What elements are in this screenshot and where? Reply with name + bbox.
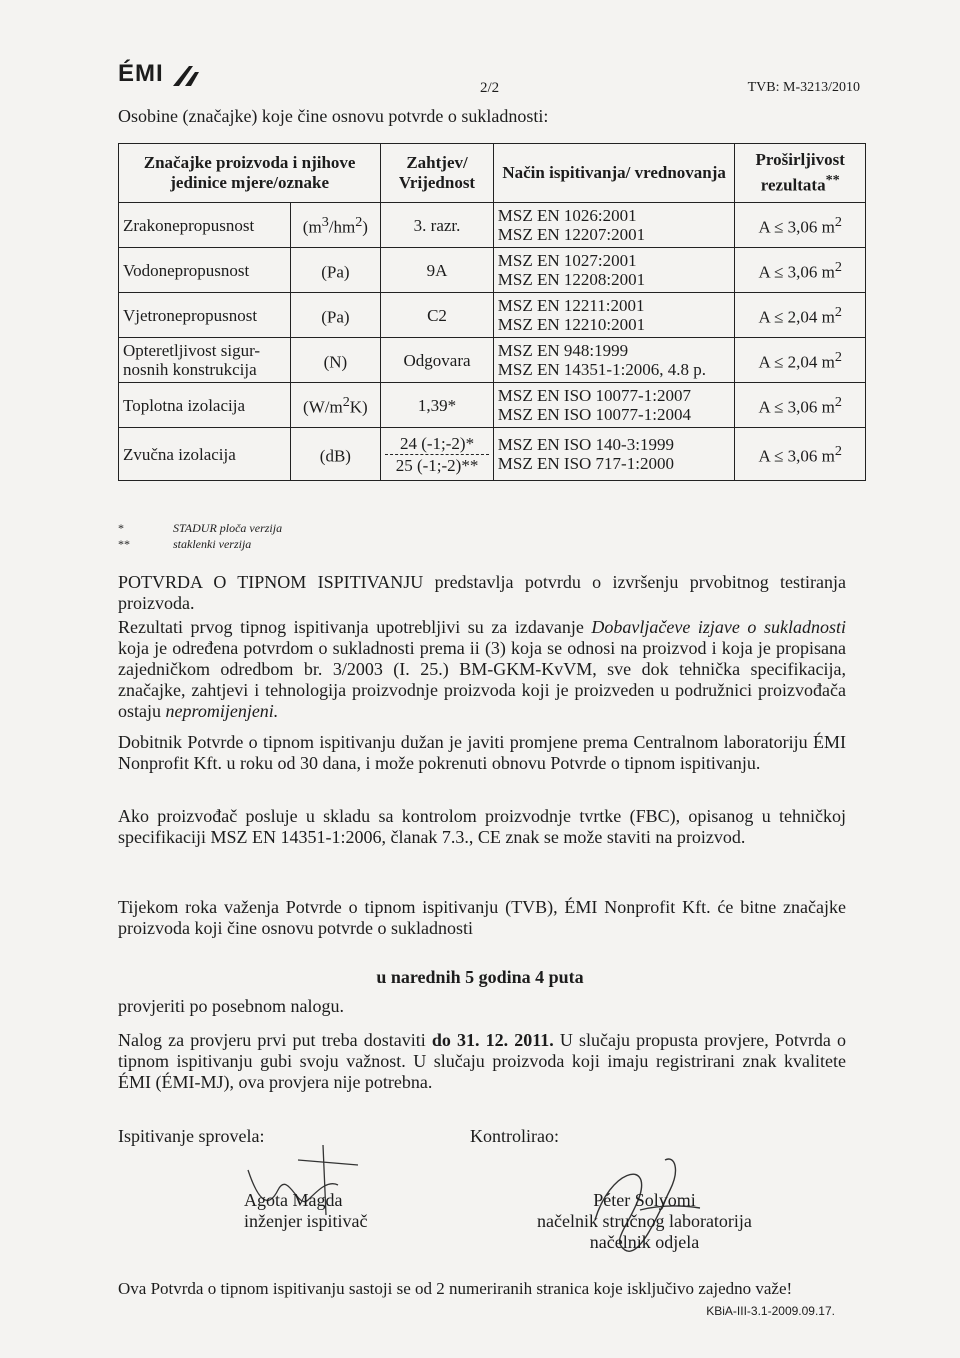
property-value: 1,39* — [381, 383, 494, 428]
controller-title-2: načelnik odjela — [589, 1232, 700, 1252]
header-extension: Proširljivost rezultata** — [735, 144, 866, 203]
property-value: 3. razr. — [381, 203, 494, 248]
footnote-2: ** staklenki verzija — [118, 537, 252, 551]
property-unit: (Pa) — [290, 293, 381, 338]
intro-text: Osobine (značajke) koje čine osnovu potvrde o sukladnosti: — [118, 106, 549, 126]
table-row — [119, 338, 866, 383]
controller-name: Péter Solyomi — [593, 1190, 696, 1210]
property-standards: MSZ EN 948:1999 MSZ EN 14351-1:2006, 4.8 p. — [493, 338, 735, 383]
property-standards: MSZ EN ISO 140-3:1999 MSZ EN ISO 717-1:2000 — [493, 428, 735, 481]
property-unit: (Pa) — [290, 248, 381, 293]
property-extension: A ≤ 2,04 $m^2$ — [735, 293, 866, 338]
checked-by-label: Kontrolirao: — [470, 1126, 559, 1146]
table-row — [119, 293, 866, 338]
footnote-1: * STADUR ploča verzija — [118, 521, 283, 535]
tester-name: Agota Magda — [244, 1190, 343, 1210]
properties-table — [118, 143, 866, 481]
property-extension: A ≤ 3,06 $m^2$ — [735, 428, 866, 481]
paragraph-4: Ako proizvođač posluje u skladu sa kontrolom proizvodnje tvrtke (FBC), opisanog u tehničkoj specifikaciji MSZ EN 14351-1:2006, članak 7.3., CE znak se može staviti na proizvod. — [118, 806, 846, 847]
controller-block — [537, 1190, 752, 1253]
paragraph-2: Rezultati prvog tipnog ispitivanja upotrebljivi su za izdavanje Dobavljačeve izjave o sukladnosti koja je određena potvrdom o sukladnosti prema ii (3) koja se odnosi na proizvod i koja je propisana zajedničkom odredbom br. 3/2003 (I. 25.) BM-GKM-KvVM, sve dok tehnička specifikacija, značajke, zahtjevi i tehnologija proizvodnje proizvoda koji je proizveden u podružnici proizvođača ostaju nepromijenjeni. — [118, 617, 846, 721]
property-extension: A ≤ 2,04 $m^2$ — [735, 338, 866, 383]
paragraph-5: Tijekom roka važenja Potvrde o tipnom ispitivanju (TVB), ÉMI Nonprofit Kft. će bitne značajke proizvoda koji čine osnovu potvrde o sukladnosti — [118, 897, 846, 938]
property-unit: (dB) — [290, 428, 381, 481]
property-name: Vjetronepropusnost — [119, 293, 291, 338]
header-requirement: Zahtjev/ Vrijednost — [381, 144, 494, 203]
header-properties: Značajke proizvoda i njihove jedinice mjere/oznake — [119, 144, 381, 203]
logo-mark-icon — [171, 62, 201, 88]
property-value: 24 (-1;-2)* 25 (-1;-2)** — [381, 428, 494, 481]
table-header-row — [119, 144, 866, 203]
paragraph-3: Dobitnik Potvrde o tipnom ispitivanju dužan je javiti promjene prema Centralnom laboratoriju ÉMI Nonprofit Kft. u roku od 30 dana, i može pokrenuti obnovu Potvrde o tipnom ispitivanju. — [118, 732, 846, 773]
property-standards: MSZ EN 12211:2001 MSZ EN 12210:2001 — [493, 293, 735, 338]
tested-by-label: Ispitivanje sprovela: — [118, 1126, 265, 1146]
property-name: Vodonepropusnost — [119, 248, 291, 293]
property-unit: (N) — [290, 338, 381, 383]
footer-text: Ova Potvrda o tipnom ispitivanju sastoji se od 2 numeriranih stranica koje isključivo zajedno važe! — [118, 1279, 793, 1298]
header-method: Način ispitivanja/ vrednovanja — [493, 144, 735, 203]
property-unit: $(m^3/hm^2)$ — [290, 203, 381, 248]
paragraph-1: POTVRDA O TIPNOM ISPITIVANJU predstavlja potvrdu o izvršenju prvobitnog testiranja proizvoda. — [118, 572, 846, 613]
logo-text: ÉMI — [118, 60, 164, 87]
property-standards: MSZ EN ISO 10077-1:2007 MSZ EN ISO 10077-1:2004 — [493, 383, 735, 428]
table-row — [119, 383, 866, 428]
property-value: C2 — [381, 293, 494, 338]
paragraph-5-end: provjeriti po posebnom nalogu. — [118, 996, 344, 1016]
paragraph-6: Nalog za provjeru prvi put treba dostaviti do 31. 12. 2011. U slučaju propusta provjere, Potvrda o tipnom ispitivanju gubi svoju važnost. U slučaju proizvoda koji imaju registrirani znak kvalitete ÉMI (ÉMI-MJ), ova provjera nije potrebna. — [118, 1030, 846, 1092]
property-name: Opteretljivost sigur-nosnih konstrukcija — [119, 338, 291, 383]
tester-block — [244, 1190, 367, 1232]
property-extension: A ≤ 3,06 $m^2$ — [735, 203, 866, 248]
table-row — [119, 248, 866, 293]
document-id: TVB: M-3213/2010 — [747, 80, 860, 95]
property-unit: $(W/m^2K)$ — [290, 383, 381, 428]
page-number: 2/2 — [480, 80, 500, 96]
property-name: Zrakonepropusnost — [119, 203, 291, 248]
table-row — [119, 428, 866, 481]
controller-title-1: načelnik stručnog laboratorija — [537, 1211, 752, 1231]
form-code: KBiA-III-3.1-2009.09.17. — [706, 1304, 835, 1318]
property-value: Odgovara — [381, 338, 494, 383]
emi-logo — [118, 60, 201, 88]
property-name: Toplotna izolacija — [119, 383, 291, 428]
table-row — [119, 203, 866, 248]
property-standards: MSZ EN 1026:2001 MSZ EN 12207:2001 — [493, 203, 735, 248]
property-standards: MSZ EN 1027:2001 MSZ EN 12208:2001 — [493, 248, 735, 293]
footnotes — [118, 520, 282, 552]
property-extension: A ≤ 3,06 $m^2$ — [735, 383, 866, 428]
property-name: Zvučna izolacija — [119, 428, 291, 481]
property-value: 9A — [381, 248, 494, 293]
property-extension: A ≤ 3,06 $m^2$ — [735, 248, 866, 293]
tester-title: inženjer ispitivač — [244, 1211, 368, 1231]
paragraph-5-bold: u narednih 5 godina 4 puta — [376, 967, 584, 987]
